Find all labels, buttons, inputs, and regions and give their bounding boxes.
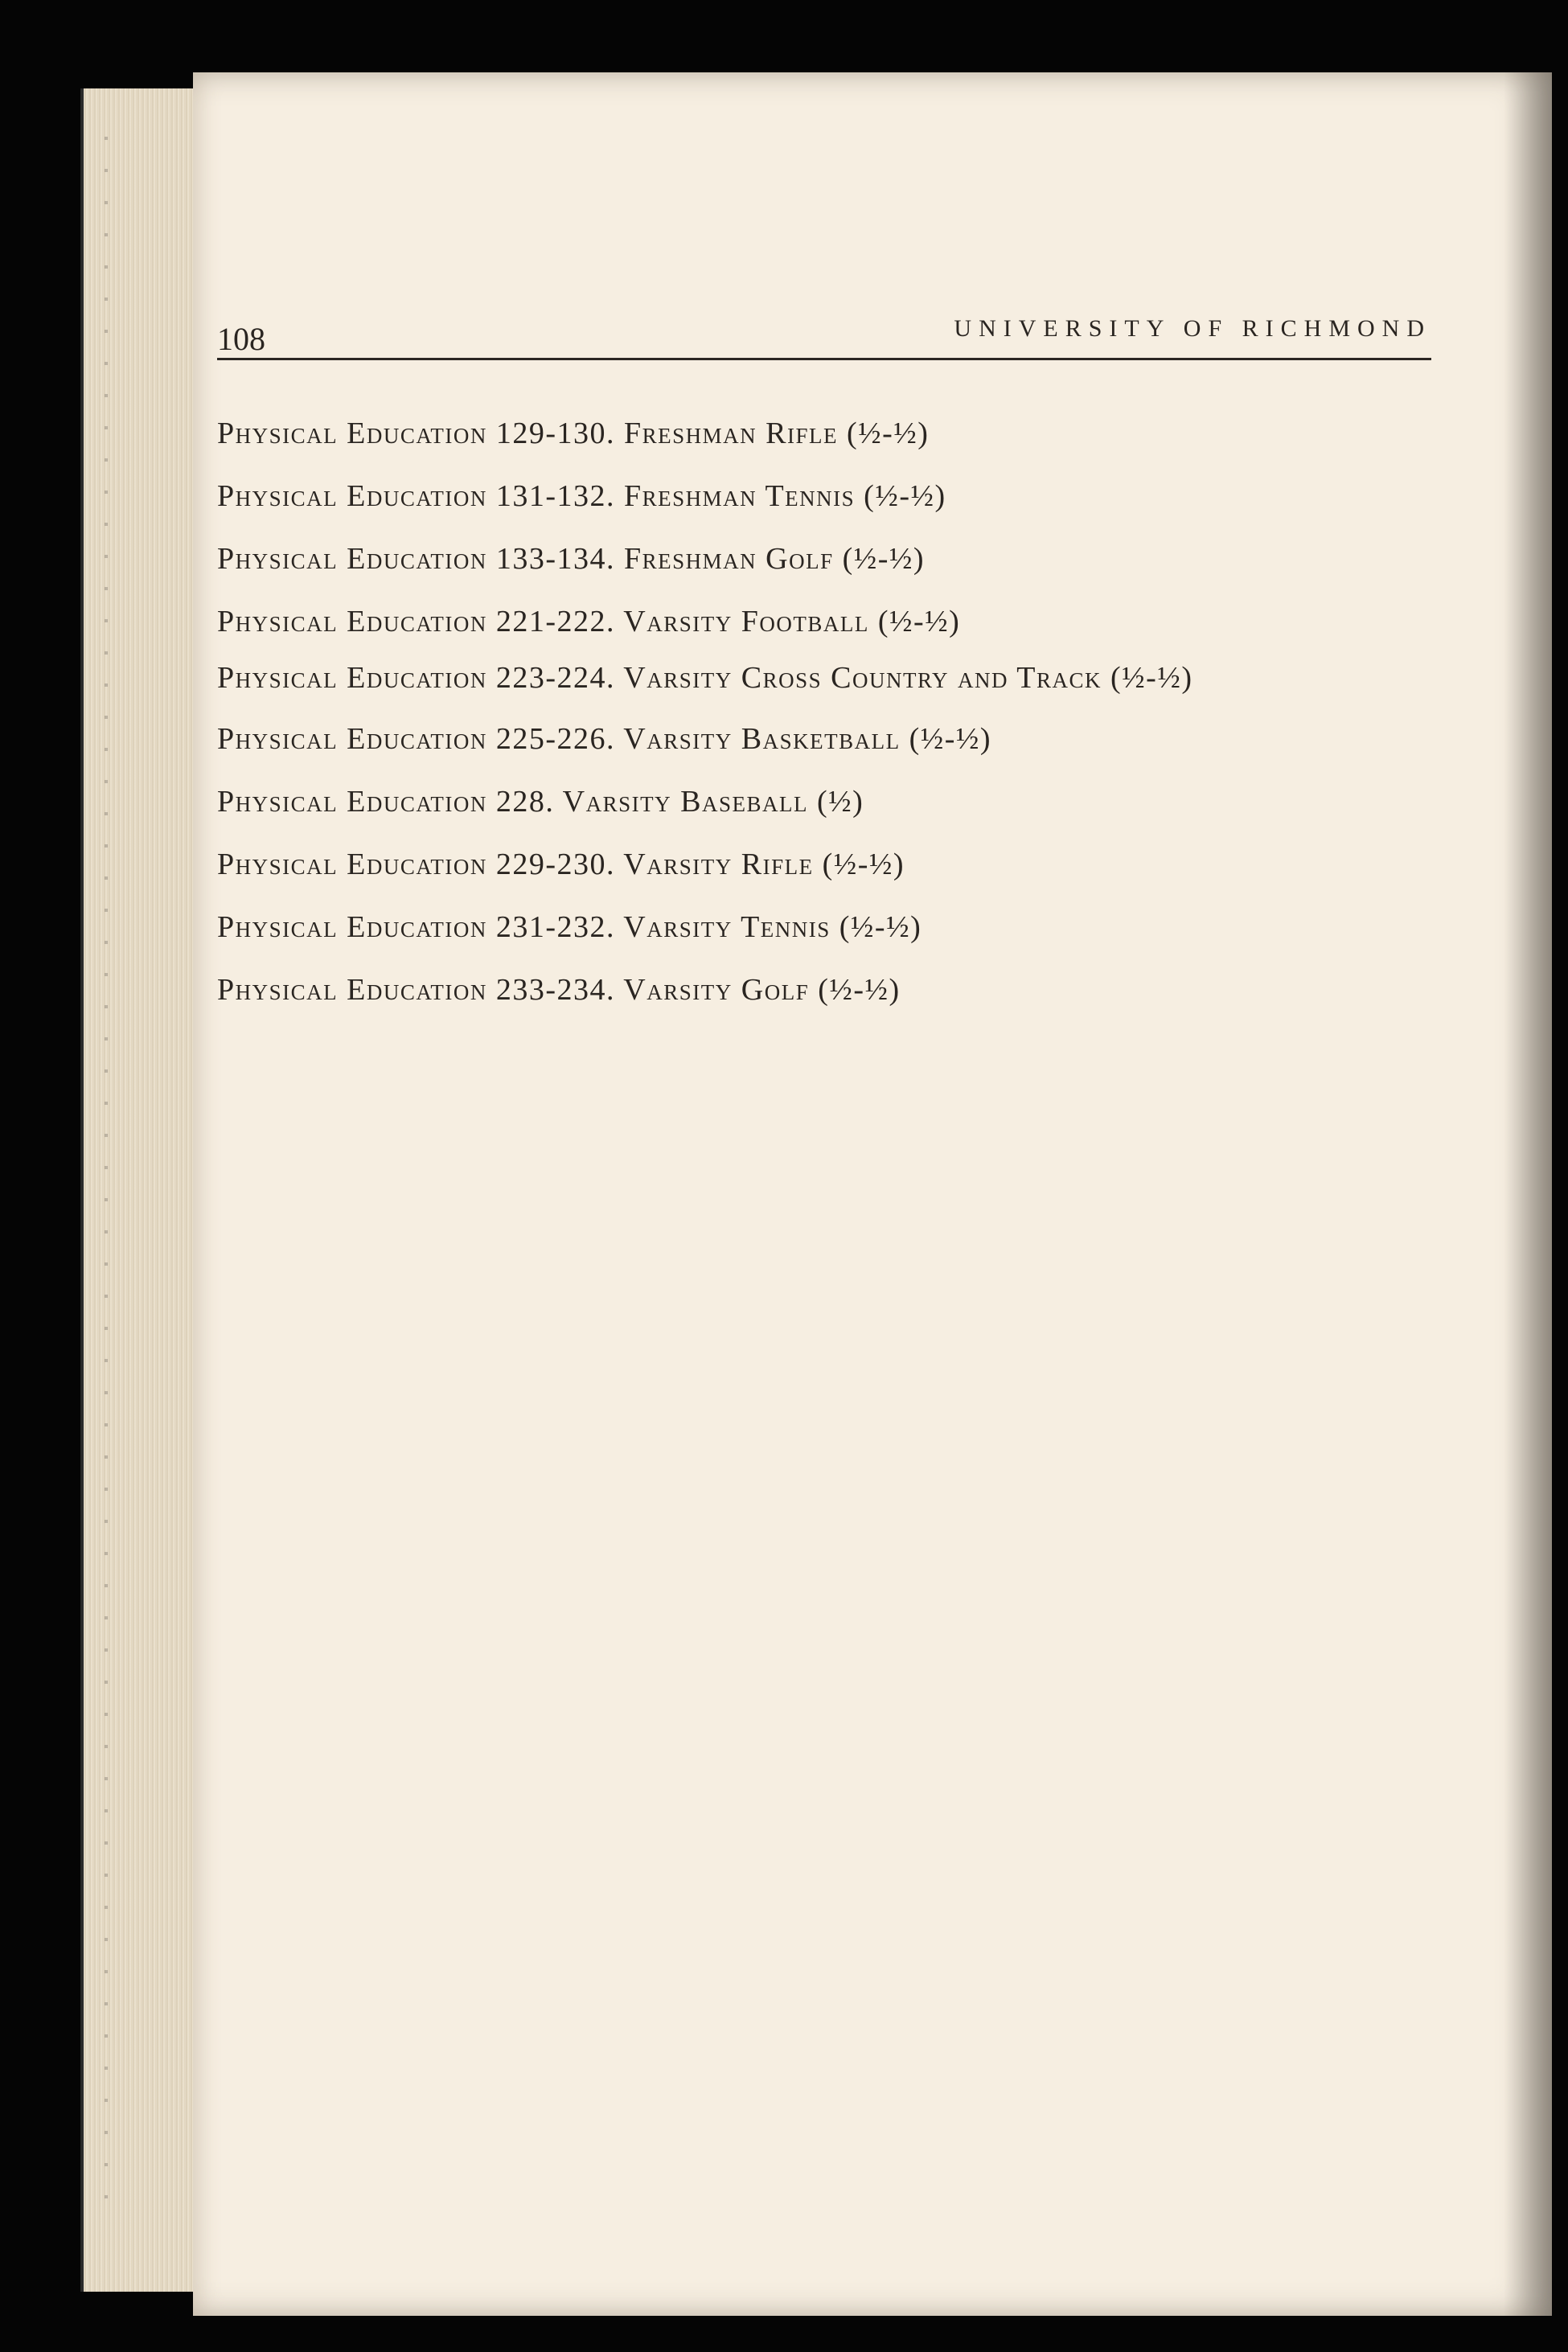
course-list [217,402,1431,1021]
page-number: 108 [217,321,265,357]
course-entry: Physical Education 223-224. Varsity Cross Country and Track (½-½) [217,661,1193,695]
course-entry: Physical Education 221-222. Varsity Football (½-½) [217,605,961,638]
page-curl-shadow [1504,72,1552,2316]
course-entry: Physical Education 229-230. Varsity Rifle (½-½) [217,848,905,881]
page-header [217,241,1431,362]
header-rule [217,358,1431,360]
course-entry: Physical Education 133-134. Freshman Golf (½-½) [217,542,926,576]
course-entry: Physical Education 131-132. Freshman Tennis (½-½) [217,479,946,513]
course-entry: Physical Education 225-226. Varsity Basketball (½-½) [217,722,992,756]
course-entry: Physical Education 228. Varsity Baseball (½) [217,785,864,819]
running-head: UNIVERSITY OF RICHMOND [954,315,1431,342]
course-entry: Physical Education 233-234. Varsity Golf (½-½) [217,973,901,1007]
course-entry: Physical Education 129-130. Freshman Rifle (½-½) [217,417,930,450]
page-edge-marks [105,137,108,2227]
course-entry: Physical Education 231-232. Varsity Tennis (½-½) [217,910,922,944]
book-page-edges [80,88,204,2292]
